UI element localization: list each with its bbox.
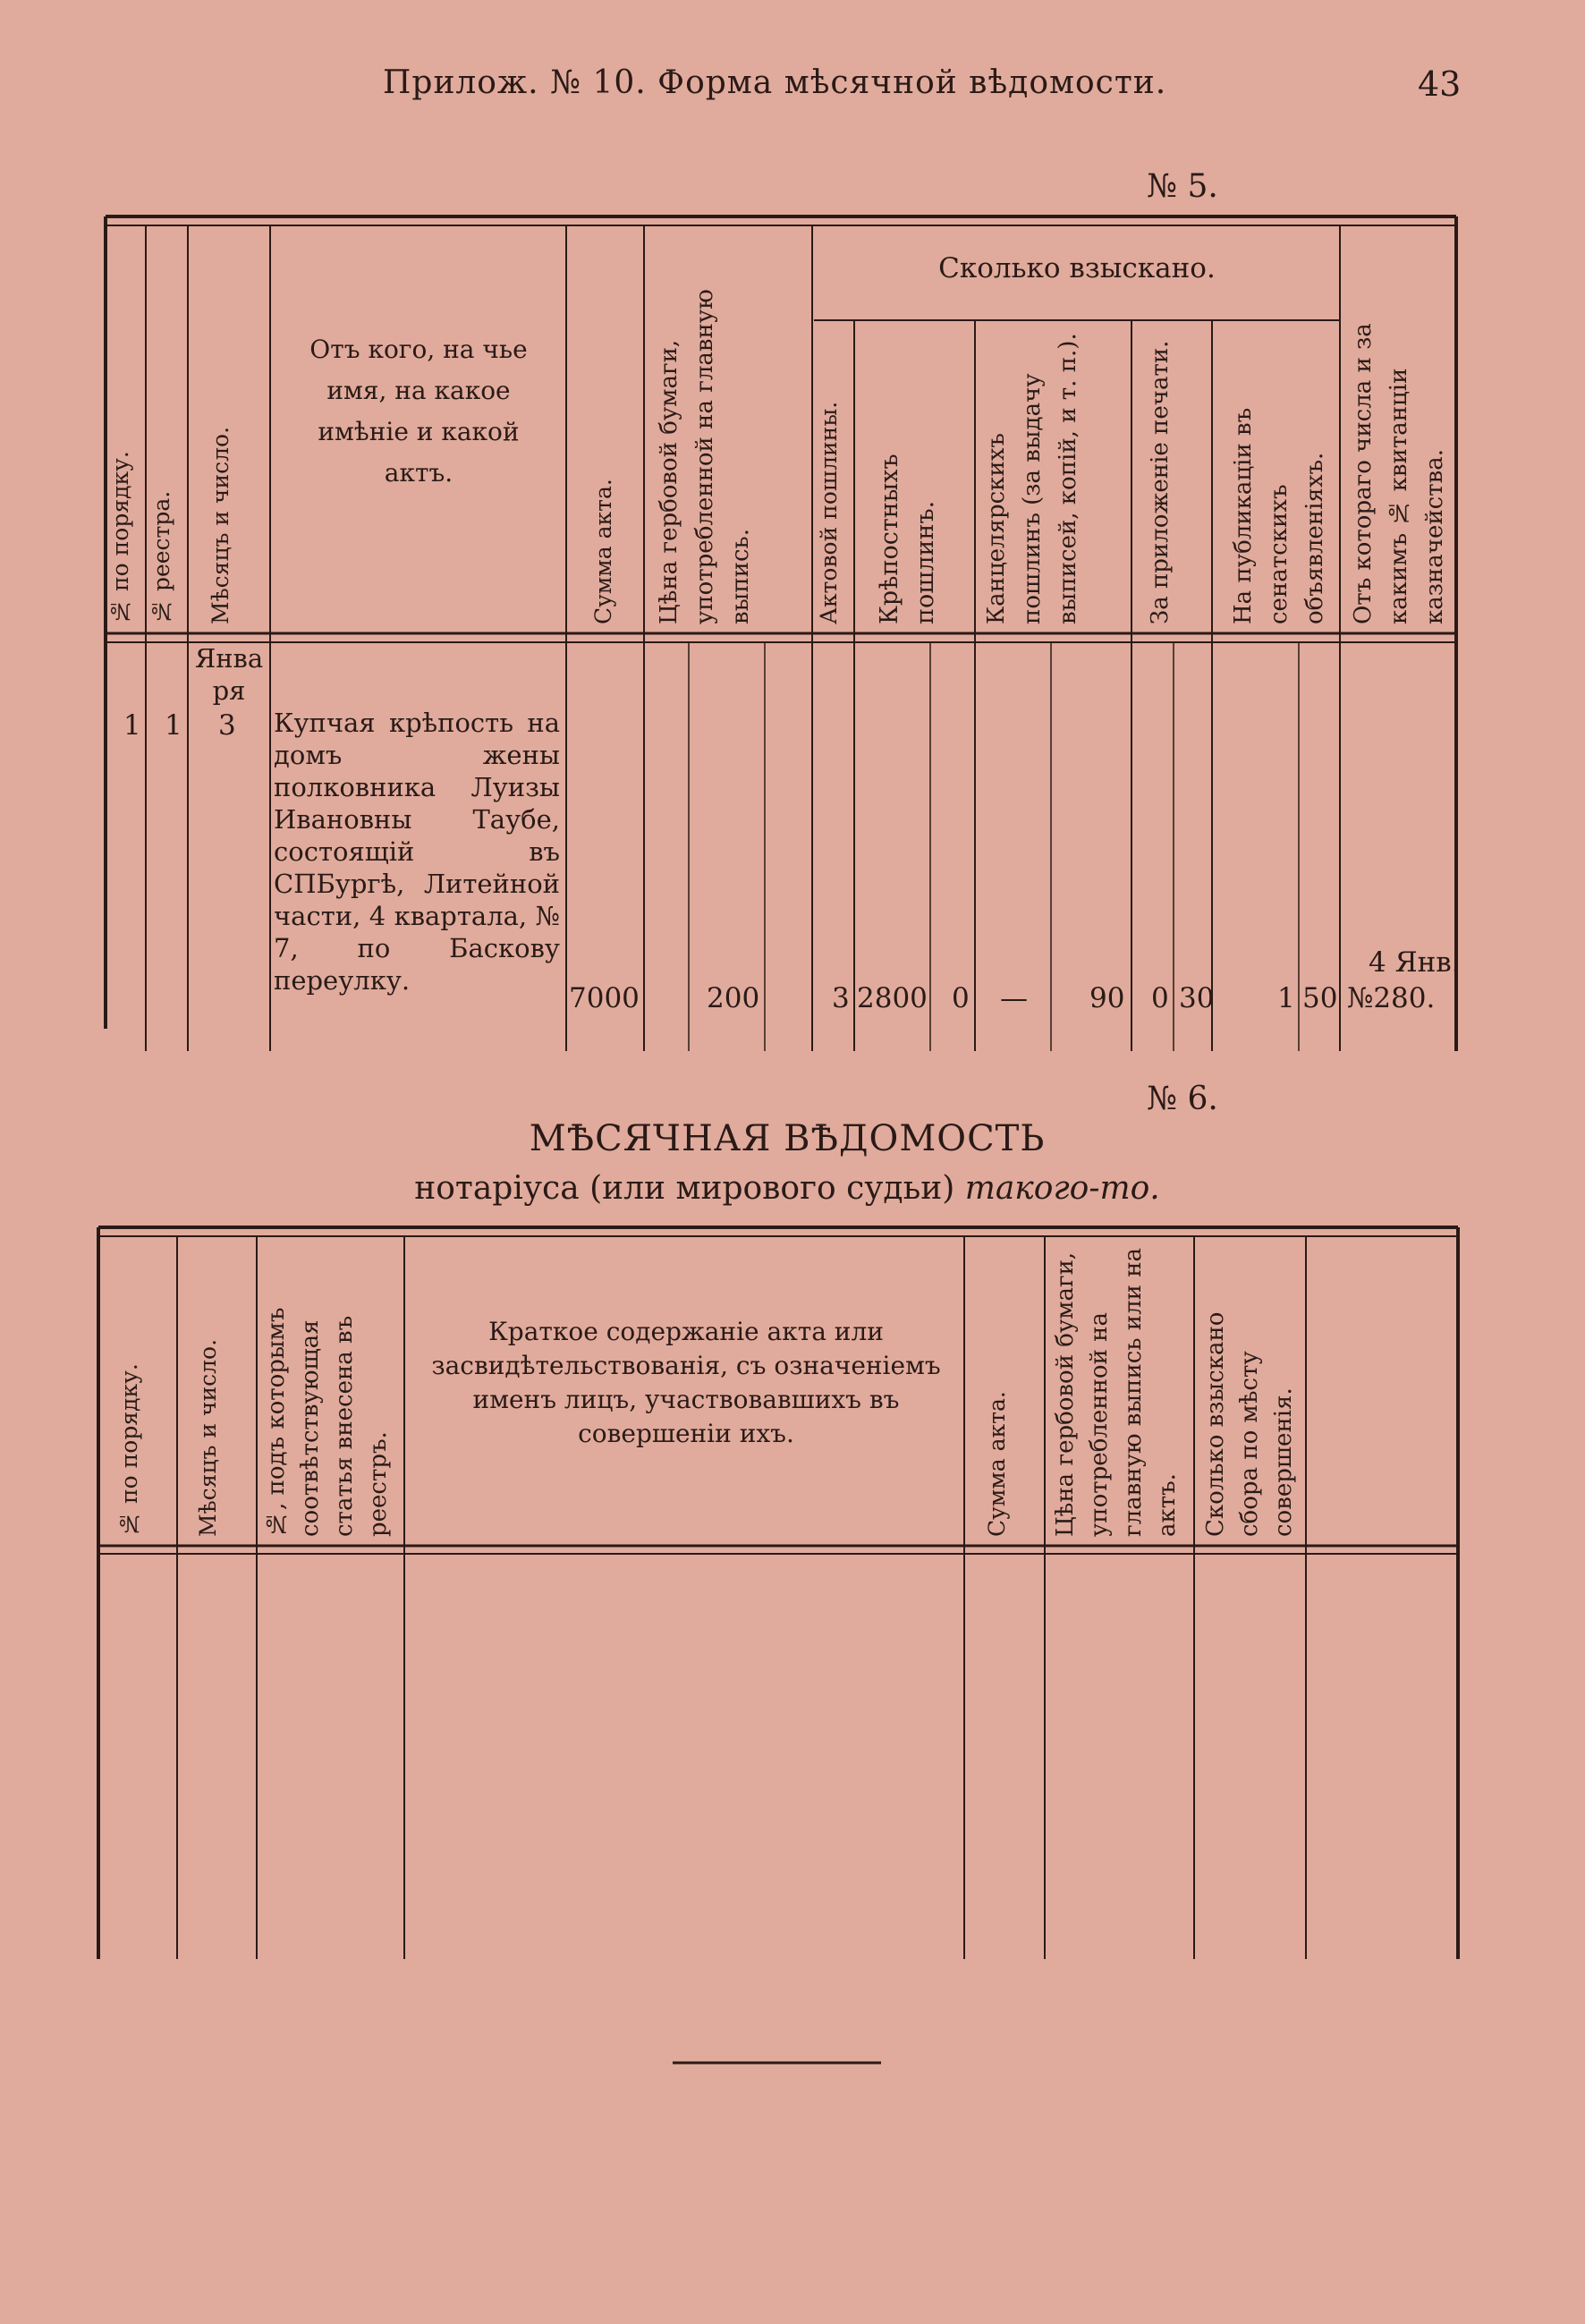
t5-row-receipt-no: №280.	[1347, 982, 1436, 1014]
t6-col-registry-no: №, подъ которымъ соотвѣтствующая статья внесена въ реестръ.	[263, 1307, 392, 1537]
t5-row-chancery-kop: 90	[1089, 982, 1125, 1014]
t5-row-receipt-date: 4 Янв.	[1369, 946, 1461, 979]
t6-col-no-order: № по порядку.	[116, 1363, 142, 1537]
t5-col-fortress-duty: Крѣпостныхъ пошлинъ.	[876, 454, 939, 624]
t5-row-sum-act: 7000	[569, 982, 640, 1014]
t5-row-act-duty: 3	[832, 982, 850, 1014]
t6-col-stamp-paper: Цѣна гербовой бумаги, употребленной на главную выпись или на актъ.	[1052, 1247, 1181, 1537]
t5-col-seal-fee: За приложеніе печати.	[1147, 340, 1174, 624]
t5-row-publication-kop: 50	[1302, 982, 1338, 1014]
table6-title: МѢСЯЧНАЯ ВѢДОМОСТЬ	[529, 1118, 1046, 1159]
t5-row-no-registry: 1	[165, 709, 182, 742]
t5-row-publication-rub: 1	[1277, 982, 1295, 1014]
t5-row-day: 3	[218, 709, 236, 742]
t5-row-month: Января	[194, 643, 264, 706]
page-number: 43	[1418, 64, 1462, 104]
t5-col-no-order: № по порядку.	[107, 451, 133, 624]
t5-col-from-whom: Отъ кого, на чье имя, на какое имѣніе и какой актъ.	[309, 335, 528, 488]
t5-row-seal-rub: 0	[1151, 982, 1169, 1014]
running-header: Прилож. № 10. Форма мѣсячной вѣдомости.	[383, 64, 1167, 101]
t5-row-fortress-kop: 0	[952, 982, 970, 1014]
t5-col-act-duty: Актовой пошлины.	[816, 401, 842, 624]
t5-col-sum-act: Сумма акта.	[590, 479, 616, 624]
t5-row-fortress-rub: 2800	[857, 982, 928, 1014]
t5-col-receipt: Отъ котораго числа и за какимъ № квитанціи казначейства.	[1350, 323, 1448, 624]
t5-col-publication-fee: На публикаціи въ сенатскихъ объявленіяхъ.	[1230, 407, 1328, 624]
t5-col-chancery-duty: Канцелярскихъ пошлинъ (за выдачу выписей, копій, и т. п.).	[983, 333, 1081, 624]
t5-group-header: Сколько взыскано.	[938, 252, 1216, 284]
t6-col-sum-act: Сумма акта.	[984, 1391, 1010, 1537]
t5-row-stamp-paper: 200	[707, 982, 760, 1014]
t5-row-seal-kop: 30	[1179, 982, 1215, 1014]
t6-col-summary: Краткое содержаніе акта или засвидѣтельствованія, съ означеніемъ именъ лицъ, участвовавшихъ въ совершеніи ихъ.	[431, 1317, 941, 1448]
t6-col-month-day: Мѣсяцъ и число.	[195, 1338, 221, 1537]
table5-number: № 5.	[1147, 168, 1218, 205]
table6-number: № 6.	[1147, 1081, 1218, 1117]
t5-col-stamp-paper: Цѣна гербовой бумаги, употребленной на главную выпись.	[656, 289, 754, 624]
t6-col-fee-collected: Сколько взыскано сбора по мѣсту совершенія.	[1202, 1311, 1297, 1537]
t5-col-no-registry: № реестра.	[148, 490, 174, 624]
t5-row-chancery-rub: —	[1000, 982, 1028, 1014]
t5-col-month-day: Мѣсяцъ и число.	[208, 426, 233, 624]
t5-row-no-order: 1	[123, 709, 141, 742]
table6-subtitle-italic: такого-то.	[964, 1170, 1160, 1207]
t5-row-description: Купчая крѣпость на домъ жены полковника Луизы Ивановны Таубе, состоящій въ СПБургѣ, Литейной части, 4 квартала, № 7, по Баскову переулку.	[274, 708, 560, 996]
table6-subtitle-plain: нотаріуса (или мирового судьи)	[414, 1170, 965, 1207]
